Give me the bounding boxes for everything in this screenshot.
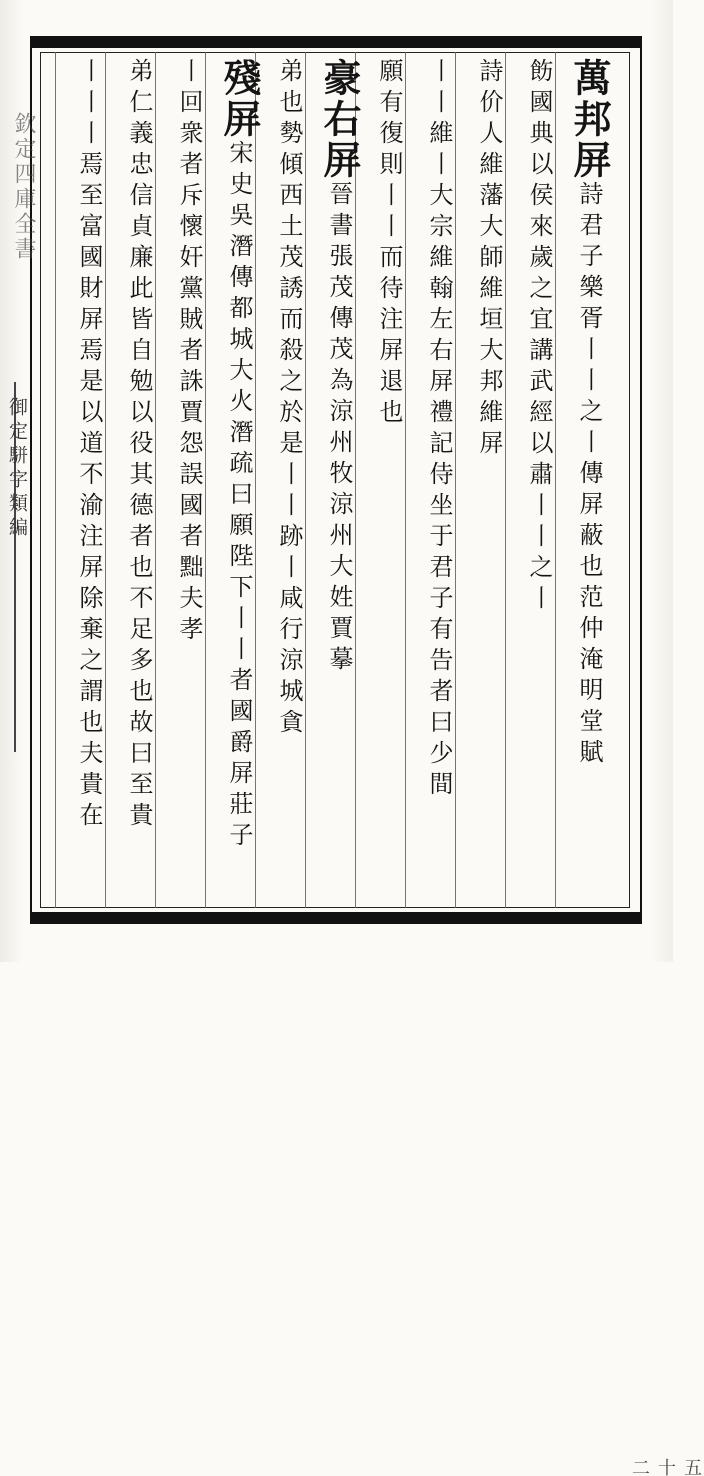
top-block-line — [32, 38, 640, 48]
text-column-10 — [113, 58, 165, 904]
entry-text: 丨丨維丨大宗維翰左右屏禮記侍坐于君子有告者曰少間 — [425, 58, 453, 802]
entry-text: 弟仁義忠信貞廉此皆自勉以役其德者也不足多也故曰至貴 — [125, 58, 153, 833]
entry-text: 丨丨丨焉至富國財屏焉是以道不渝注屏除棄之謂也夫貴在 — [75, 58, 103, 833]
upper-margin-text: 欽定四庫全書 — [11, 112, 36, 262]
text-column-11 — [63, 58, 115, 904]
book-title: 御定駢字類編 — [6, 397, 28, 541]
entry-heading: 殘屏 — [217, 58, 262, 140]
text-column-2 — [513, 58, 565, 904]
entry-text: 願有復則丨丨而待注屏退也 — [375, 58, 403, 430]
entry-heading: 豪右屏 — [317, 58, 362, 181]
text-column-4 — [413, 58, 465, 904]
text-column-3 — [463, 58, 515, 904]
entry-heading: 萬邦屏 — [567, 58, 612, 181]
entry-text: 詩价人維藩大師維垣大邦維屏 — [475, 58, 503, 461]
bottom-block-line — [32, 912, 640, 922]
entry-text: 晉書張茂傳茂為涼州牧涼州大姓賈摹 — [325, 181, 353, 677]
text-column-9 — [163, 58, 215, 904]
text-column-8 — [213, 58, 265, 904]
entry-text: 弟也勢傾西土茂誘而殺之於是丨丨跡丨咸行涼城貪 — [275, 58, 303, 740]
text-column-7 — [263, 58, 315, 904]
entry-text: 飭國典以侯來歲之宜講武經以肅丨丨之丨 — [525, 58, 553, 616]
entry-text: 宋史吳潛傳都城大火潛疏曰願陛下丨丨者國爵屏莊子 — [225, 140, 253, 853]
text-column-1 — [563, 58, 615, 904]
entry-text: 丨回衆者斥懷奸黨賊者誅賈怨誤國者黜夫孝 — [175, 58, 203, 647]
text-column-5 — [363, 58, 415, 904]
page-margin — [0, 52, 34, 908]
text-column-6 — [313, 58, 365, 904]
entry-text: 詩君子樂胥丨丨之丨傳屏蔽也范仲淹明堂賦 — [575, 181, 603, 770]
